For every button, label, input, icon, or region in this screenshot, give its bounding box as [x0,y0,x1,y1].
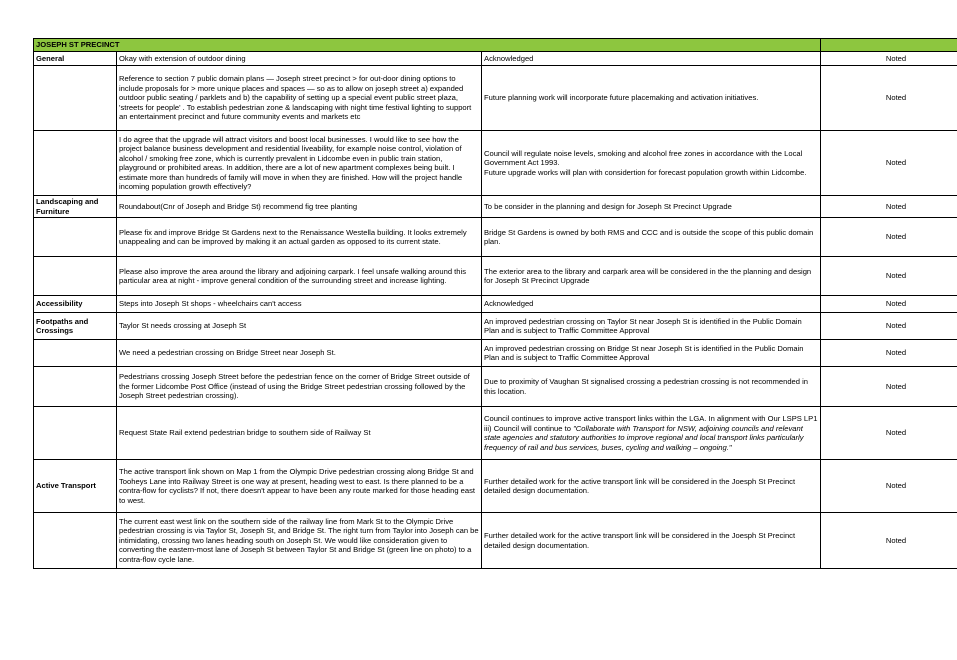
table-row [34,131,957,196]
comment-cell: Request State Rail extend pedestrian bridge to southern side of Railway St [117,407,482,460]
comment-cell: The active transport link shown on Map 1 from the Olympic Drive pedestrian crossing along Bridge St and Tooheys Lane into Railway Street is one way at present, heading west to east. Is there planned to be a contra-flow for cyclists? If not, there doesn't appear to have been any route marked for those heading east to west. [117,460,482,513]
comment-cell: Pedestrians crossing Joseph Street before the pedestrian fence on the corner of Bridge Street outside of the former Lidcombe Post Office (instead of using the Bridge Street pedestrian crossing followed by the Joseph Street pedestrian crossing). [117,367,482,407]
category-cell [34,66,117,131]
response-cell [482,407,821,460]
comment-cell: Roundabout(Cnr of Joseph and Bridge St) recommend fig tree planting [117,196,482,218]
table-row [34,340,957,367]
comment-cell: Reference to section 7 public domain plans — Joseph street precinct > for out-door dining options to include proposals for > more unique places and spaces — so as to allow on joseph street a) expanded outdoor public seating / parklets and b) the capability of setting up a special event public street plaza, 'streets for people' . To establish pedestrian zone & landscaping with night time festival lighting to support an entertainment precinct and future community events and markets etc [117,66,482,131]
comment-cell: Please also improve the area around the library and adjoining carpark. I feel unsafe walking around this particular area at night - improve general condition of the surrounding street and increase lighting. [117,257,482,296]
response-cell: To be consider in the planning and design for Joseph St Precinct Upgrade [482,196,821,218]
status-cell: Noted [821,460,957,513]
table-row [34,218,957,257]
section-header-row [34,39,957,52]
category-cell [34,218,117,257]
category-cell: Active Transport [34,460,117,513]
category-cell: Landscaping and Furniture [34,196,117,218]
category-cell [34,407,117,460]
status-cell: Noted [821,407,957,460]
comment-cell: We need a pedestrian crossing on Bridge Street near Joseph St. [117,340,482,367]
consultation-table [33,38,957,569]
response-cell: Further detailed work for the active transport link will be considered in the Joesph St Precinct detailed design documentation. [482,513,821,569]
response-text: Council continues to improve active transport links within the LGA. In alignment with Our LSPS LP1 iii) Council will continue to [484,414,818,433]
category-cell [34,367,117,407]
table-row [34,513,957,569]
header-spacer-cell [821,39,957,52]
status-cell: Noted [821,66,957,131]
table-row [34,196,957,218]
response-cell [482,131,821,196]
table-row [34,460,957,513]
category-cell: Accessibility [34,296,117,313]
response-quote: "Collaborate with Transport for NSW, adjoining councils and relevant state agencies and statutory authorities to improve regional and local transport links particularly frequency of rail and bus services, buses, cycling and walking – ongoing." [484,423,804,452]
response-cell: Future planning work will incorporate future placemaking and activation initiatives. [482,66,821,131]
response-cell: Bridge St Gardens is owned by both RMS and CCC and is outside the scope of this public domain plan. [482,218,821,257]
status-cell: Noted [821,340,957,367]
comment-cell: Okay with extension of outdoor dining [117,52,482,66]
status-cell: Noted [821,313,957,340]
status-cell: Noted [821,367,957,407]
category-cell [34,131,117,196]
comment-cell: The current east west link on the southern side of the railway line from Mark St to the Olympic Drive pedestrian crossing is via Taylor St, Joseph St, and Bridge St. The right turn from Taylor into Joseph can be intimidating, crossing two lanes heading south on Joseph St. We would like consideration given to converting the eastern-most lane of Joseph St between Taylor St and Bridge St (green line on photo) to a contra-flow cycle lane. [117,513,482,569]
table-row [34,52,957,66]
response-cell: An improved pedestrian crossing on Bridge St near Joseph St is identified in the Public Domain Plan and is subject to Traffic Committee Approval [482,340,821,367]
response-cell: An improved pedestrian crossing on Taylor St near Joseph St is identified in the Public Domain Plan and is subject to Traffic Committee Approval [482,313,821,340]
status-cell: Noted [821,296,957,313]
status-cell: Noted [821,52,957,66]
table-row [34,66,957,131]
section-title: JOSEPH ST PRECINCT [34,39,821,52]
comment-cell: Taylor St needs crossing at Joseph St [117,313,482,340]
response-text-continued: Future upgrade works will plan with considertion for forecast population growth within Lidcombe. [484,167,807,177]
response-cell: Acknowledged [482,52,821,66]
table-row [34,367,957,407]
status-cell: Noted [821,513,957,569]
response-cell: The exterior area to the library and carpark area will be considered in the the planning and design for Joseph St Precinct Upgrade [482,257,821,296]
response-text: Council will regulate noise levels, smoking and alcohol free zones in accordance with the Local Government Act 1993. [484,148,803,168]
comment-cell: I do agree that the upgrade will attract visitors and boost local businesses. I would like to see how the project balance business development and residential liveability, for example noise control, violation of alcohol / smoking free zone, which is currently prevalent in Lidcombe even in public train station, playground or prohibited areas. In addition, there are a lot of new apartment complexes being built. I estimate more than hundreds of family will move in when they are finished. How will the project handle incoming population growth effectively? [117,131,482,196]
table-row [34,407,957,460]
comment-cell: Steps into Joseph St shops - wheelchairs can't access [117,296,482,313]
response-cell: Further detailed work for the active transport link will be considered in the Joesph St Precinct detailed design documentation. [482,460,821,513]
status-cell: Noted [821,196,957,218]
category-cell [34,513,117,569]
comment-cell: Please fix and improve Bridge St Gardens next to the Renaissance Westella building. It looks extremely unappealing and can be improved by making it an actual garden as opposed to its current state. [117,218,482,257]
response-cell: Acknowledged [482,296,821,313]
status-cell: Noted [821,257,957,296]
table-row [34,313,957,340]
category-cell [34,257,117,296]
status-cell: Noted [821,218,957,257]
table-row [34,257,957,296]
status-cell: Noted [821,131,957,196]
response-cell: Due to proximity of Vaughan St signalised crossing a pedestrian crossing is not recommended in this location. [482,367,821,407]
category-cell: Footpaths and Crossings [34,313,117,340]
category-cell [34,340,117,367]
category-cell: General [34,52,117,66]
table-row [34,296,957,313]
